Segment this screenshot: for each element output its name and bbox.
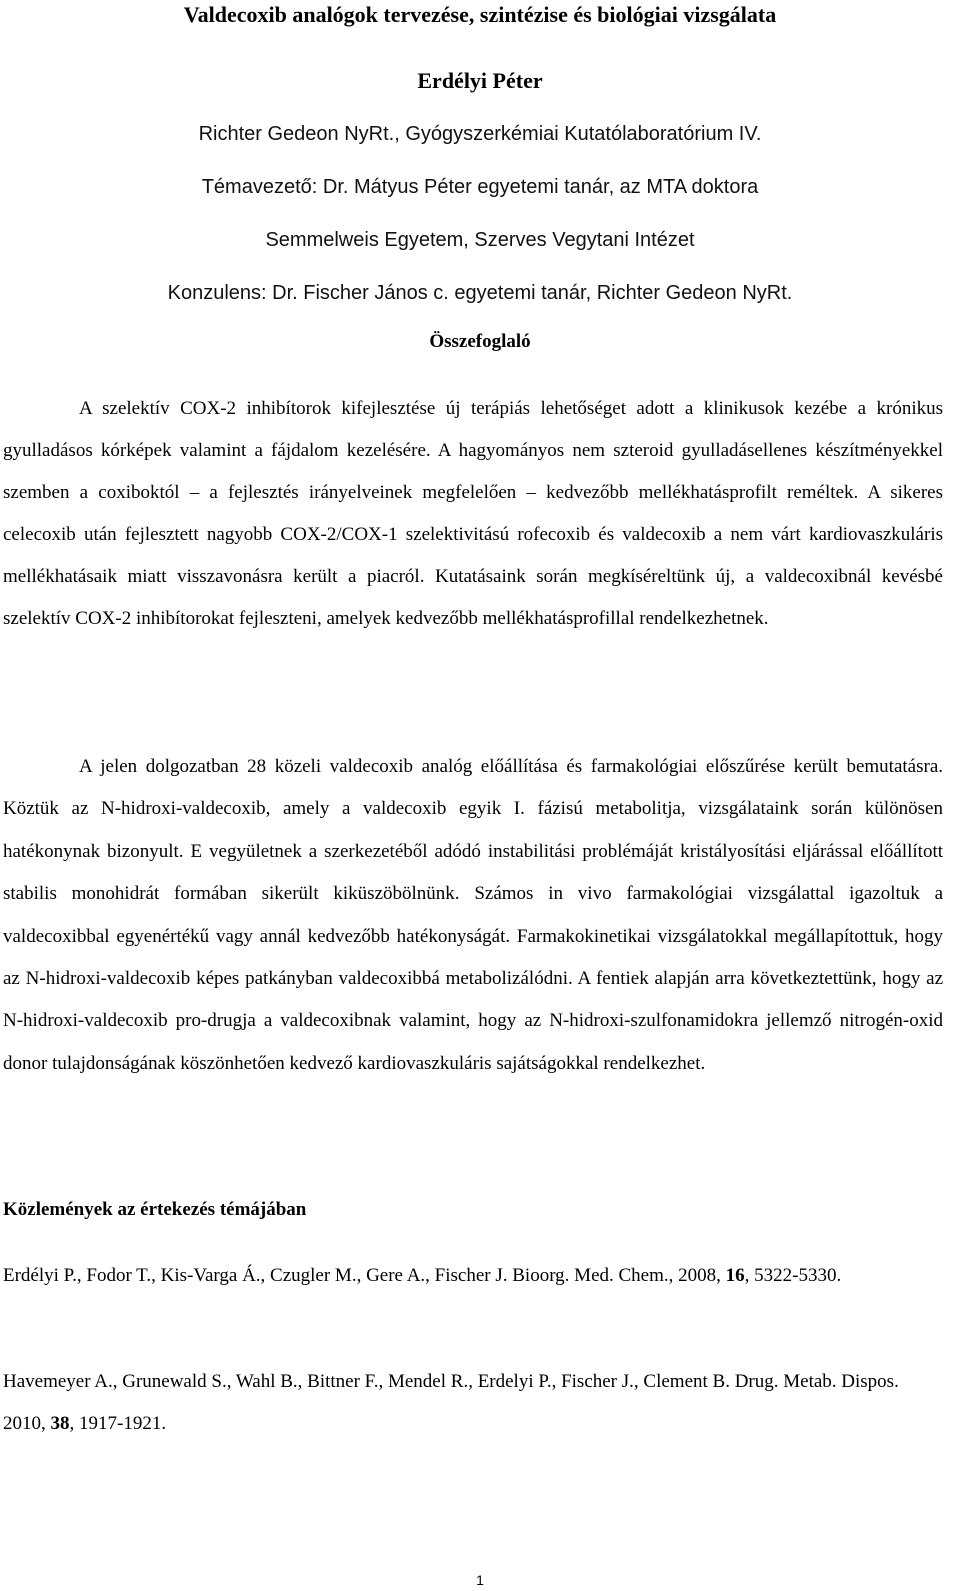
page-number: 1 xyxy=(476,1572,484,1588)
reference-2-volume: 38 xyxy=(50,1413,70,1434)
consultant-line: Konzulens: Dr. Fischer János c. egyetemi tanár, Richter Gedeon NyRt. xyxy=(167,282,793,304)
reference-2-text: Havemeyer A., Grunewald S., Wahl B., Bittner F., Mendel R., Erdelyi P., Fischer J., Clement B. Drug. Metab. Dispos. 2010, xyxy=(3,1371,899,1434)
reference-1-pages: , 5322-5330. xyxy=(744,1265,842,1286)
reference-1 xyxy=(3,1255,943,1297)
reference-1-volume: 16 xyxy=(725,1265,745,1286)
summary-heading: Összefoglaló xyxy=(429,331,531,352)
author-name: Erdélyi Péter xyxy=(417,68,543,93)
institute-line: Semmelweis Egyetem, Szerves Vegytani Intézet xyxy=(265,229,695,251)
reference-1-text: Erdélyi P., Fodor T., Kis-Varga Á., Czugler M., Gere A., Fischer J. Bioorg. Med. Chem., 2008, xyxy=(3,1265,721,1286)
supervisor-line: Témavezető: Dr. Mátyus Péter egyetemi tanár, az MTA doktora xyxy=(201,176,759,198)
summary-paragraph-1: A szelektív COX-2 inhibítorok kifejlesztése új terápiás lehetőséget adott a klinikusok kezébe a krónikus gyulladásos kórképek valamint a fájdalom kezelésére. A hagyományos nem szteroid gyulladásellenes készítményekkel szemben a coxiboktól ‒ a fejlesztés irányelveinek megfelelően ‒ kedvezőbb mellékhatásprofilt reméltek. A sikeres celecoxib után fejlesztett nagyobb COX-2/COX-1 szelektivitású rofecoxib és valdecoxib a nem várt kardiovaszkuláris mellékhatásaik miatt visszavonásra került a piacról. Kutatásaink során megkíséreltünk új, a valdecoxibnál kevésbé szelektív COX-2 inhibítorokat fejleszteni, amelyek kedvezőbb mellékhatásprofillal rendelkezhetnek. xyxy=(3,398,943,630)
reference-2-pages: , 1917-1921. xyxy=(69,1413,167,1434)
summary-paragraph-2: A jelen dolgozatban 28 közeli valdecoxib analóg előállítása és farmakológiai előszűrése került bemutatásra. Köztük az N-hidroxi-valdecoxib, amely a valdecoxib egyik I. fázisú metabolitja, vizsgálataink során különösen hatékonynak bizonyult. E vegyületnek a szerkezetéből adódó instabilitási problémáját kristályosítási eljárással előállított stabilis monohidrát formában sikerült kiküszöbölnünk. Számos in vivo farmakológiai vizsgálattal igazoltuk a valdecoxibbal egyenértékű vagy annál kedvezőbb hatékonyságát. Farmakokinetikai vizsgálatokkal megállapítottuk, hogy az N-hidroxi-valdecoxib képes patkányban valdecoxibbá metabolizálódni. A fentiek alapján arra következtettünk, hogy az N-hidroxi-valdecoxib pro-drugja a valdecoxibnak valamint, hogy az N-hidroxi-szulfonamidokra jellemző nitrogén-oxid donor tulajdonságának köszönhetően kedvező kardiovaszkuláris sajátságokkal rendelkezhet. xyxy=(3,756,943,1074)
publications-heading: Közlemények az értekezés témájában xyxy=(3,1199,307,1220)
reference-2 xyxy=(3,1361,943,1445)
affiliation-line: Richter Gedeon NyRt., Gyógyszerkémiai Kutatólaboratórium IV. xyxy=(198,123,762,145)
document-title: Valdecoxib analógok tervezése, szintézise és biológiai vizsgálata xyxy=(183,2,777,27)
